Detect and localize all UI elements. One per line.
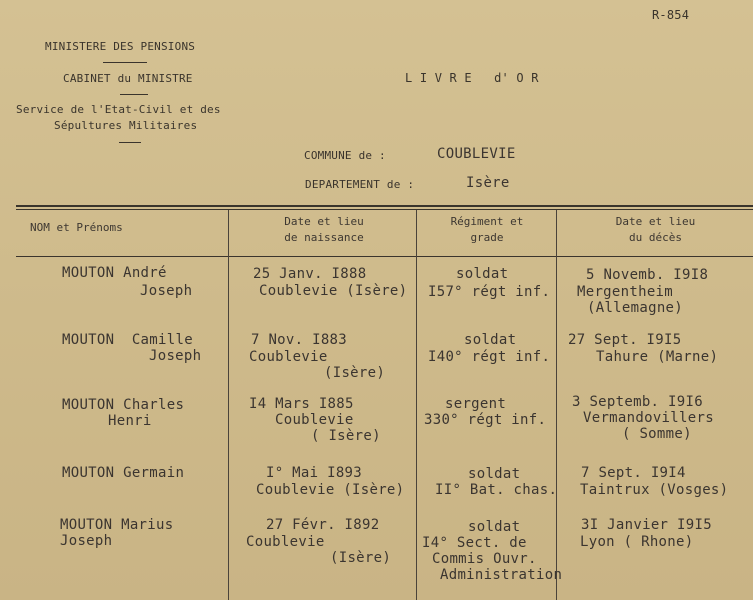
- reference-number: R-854: [652, 8, 690, 22]
- column-header-birth: Date et lieu: [284, 215, 364, 228]
- column-header-death: du décès: [629, 231, 682, 244]
- departement-label: DEPARTEMENT de :: [305, 178, 415, 191]
- birth-place: Coublevie: [246, 534, 325, 550]
- death-date: 7 Sept. I9I4: [581, 465, 686, 481]
- header-divider: [120, 94, 148, 95]
- grade: soldat: [464, 332, 517, 348]
- person-name: MOUTON Marius: [60, 517, 174, 533]
- document-title: L I V R E d' O R: [405, 71, 539, 85]
- death-date: 5 Novemb. I9I8: [586, 267, 709, 283]
- birth-date: I4 Mars I885: [249, 396, 354, 412]
- grade: soldat: [468, 466, 521, 482]
- death-place: Lyon ( Rhone): [580, 534, 694, 550]
- regiment: I40° régt inf.: [428, 349, 551, 365]
- death-place: Mergentheim: [577, 284, 674, 300]
- column-header-regiment: Régiment et: [450, 215, 524, 228]
- column-header-regiment: grade: [470, 231, 504, 244]
- death-date: 27 Sept. I9I5: [568, 332, 682, 348]
- person-name: MOUTON Germain: [62, 465, 185, 481]
- death-place: ( Somme): [622, 426, 692, 442]
- person-name: Joseph: [60, 533, 113, 549]
- service-line-2: Sépultures Militaires: [54, 119, 198, 132]
- header-bottom-rule: [16, 256, 753, 257]
- column-divider: [416, 210, 417, 600]
- person-name: MOUTON Camille: [62, 332, 193, 348]
- grade: sergent: [445, 396, 507, 412]
- birth-place: (Isère): [330, 550, 392, 566]
- header-divider: [119, 142, 141, 143]
- person-name: Joseph: [149, 348, 202, 364]
- column-header-birth: de naissance: [284, 231, 364, 244]
- birth-place: Coublevie (Isère): [259, 283, 408, 299]
- regiment: 330° régt inf.: [424, 412, 547, 428]
- header-divider: [103, 62, 147, 63]
- birth-date: 25 Janv. I888: [253, 266, 367, 282]
- birth-place: (Isère): [324, 365, 386, 381]
- service-line-1: Service de l'Etat-Civil et des: [16, 103, 221, 116]
- cabinet-name: CABINET du MINISTRE: [63, 72, 193, 85]
- birth-date: I° Mai I893: [266, 465, 363, 481]
- birth-place: ( Isère): [311, 428, 381, 444]
- commune-value: COUBLEVIE: [437, 146, 516, 162]
- person-name: MOUTON Charles: [62, 397, 185, 413]
- birth-place: Coublevie: [275, 412, 354, 428]
- regiment: Administration: [440, 567, 563, 583]
- table-top-rule-thin: [16, 209, 753, 210]
- regiment: I4° Sect. de: [422, 535, 527, 551]
- ministry-name: MINISTERE DES PENSIONS: [45, 40, 196, 53]
- column-divider: [228, 210, 229, 600]
- column-header-death: Date et lieu: [615, 215, 696, 228]
- birth-place: Coublevie (Isère): [256, 482, 405, 498]
- birth-place: Coublevie: [249, 349, 328, 365]
- regiment: I57° régt inf.: [428, 284, 551, 300]
- departement-value: Isère: [466, 175, 510, 191]
- table-top-rule: [16, 205, 753, 207]
- commune-label: COMMUNE de :: [304, 149, 386, 162]
- person-name: Henri: [108, 413, 152, 429]
- person-name: Joseph: [140, 283, 193, 299]
- death-place: Taintrux (Vosges): [580, 482, 729, 498]
- death-place: Vermandovillers: [583, 410, 714, 426]
- birth-date: 7 Nov. I883: [251, 332, 348, 348]
- birth-date: 27 Févr. I892: [266, 517, 380, 533]
- grade: soldat: [456, 266, 509, 282]
- death-place: Tahure (Marne): [596, 349, 719, 365]
- grade: soldat: [468, 519, 521, 535]
- death-date: 3 Septemb. I9I6: [572, 394, 703, 410]
- column-header-name: NOM et Prénoms: [30, 221, 123, 234]
- person-name: MOUTON André: [62, 265, 167, 281]
- regiment: II° Bat. chas.: [435, 482, 558, 498]
- death-place: (Allemagne): [587, 300, 684, 316]
- death-date: 3I Janvier I9I5: [581, 517, 712, 533]
- column-divider: [556, 210, 557, 600]
- regiment: Commis Ouvr.: [432, 551, 537, 567]
